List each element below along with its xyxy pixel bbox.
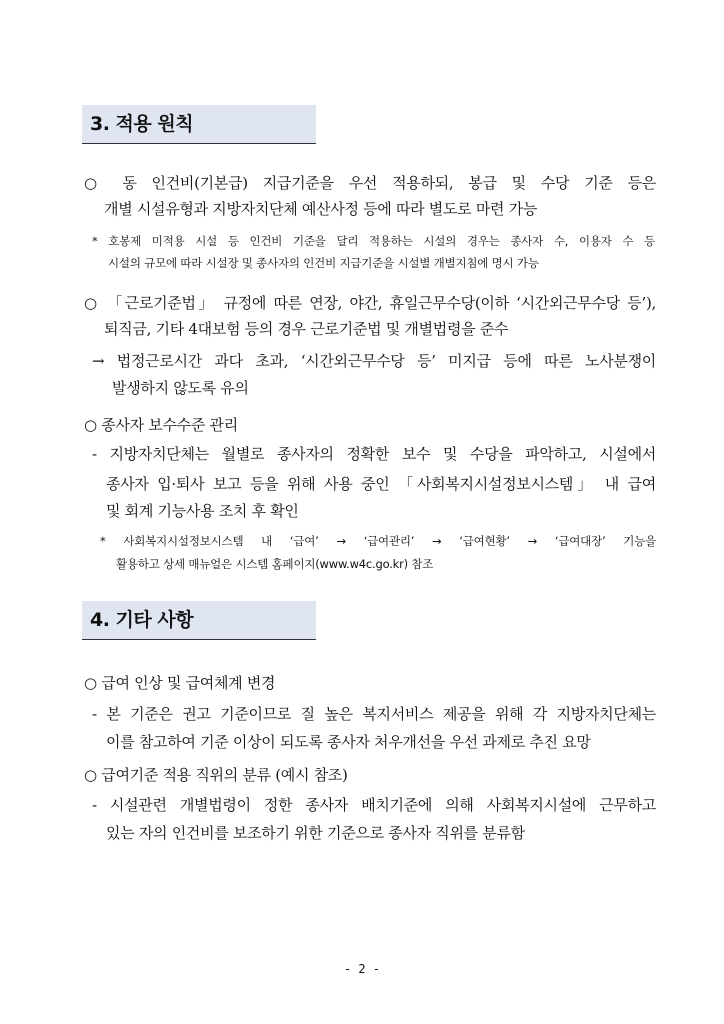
section-4-line: ○ 급여 인상 및 급여체계 변경: [84, 674, 276, 692]
section-3-line: 종사자 입·퇴사 보고 등을 위해 사용 중인 「사회복지시설정보시스템」 내 급여: [106, 475, 656, 493]
section-3-arrow-line: → 법정근로시간 과다 초과, ‘시간외근무수당 등’ 미지급 등에 따른 노사분쟁이: [92, 352, 656, 370]
section-3-line: 퇴직금, 기타 4대보험 등의 경우 근로기준법 및 개별법령을 준수: [104, 320, 509, 338]
section-3-line: 발생하지 않도록 유의: [112, 379, 249, 397]
section-3-note: 활용하고 상세 매뉴얼은 시스템 홈페이지(www.w4c.go.kr) 참조: [116, 557, 434, 571]
section-4-line: - 본 기준은 권고 기준이므로 질 높은 복지서비스 제공을 위해 각 지방자치단체는: [92, 705, 656, 723]
section-3-line: ○ 동 인건비(기본급) 지급기준을 우선 적용하되, 봉급 및 수당 기준 등은: [84, 174, 656, 192]
section-3-heading: 3. 적용 원칙: [82, 105, 316, 144]
section-3-note: * 사회복지시설정보시스템 내 ‘급여’ → ‘급여관리’ → ‘급여현황’ → ‘급여대장’ 기능을: [100, 534, 656, 548]
section-3-line: ○ 「근로기준법」 규정에 따른 연장, 야간, 휴일근무수당(이하 ‘시간외근무수당 등’),: [84, 294, 656, 312]
section-3-line: - 지방자치단체는 월별로 종사자의 정확한 보수 및 수당을 파악하고, 시설에서: [92, 445, 656, 463]
section-3-note: 시설의 규모에 따라 시설장 및 종사자의 인건비 지급기준을 시설별 개별지침에 명시 가능: [108, 256, 539, 270]
section-4-line: 있는 자의 인건비를 보조하기 위한 기준으로 종사자 직위를 분류함: [106, 824, 525, 842]
section-3-note: * 호봉제 미적용 시설 등 인건비 기준을 달리 적용하는 시설의 경우는 종사자 수, 이용자 수 등: [92, 234, 655, 248]
section-4-heading: 4. 기타 사항: [82, 601, 316, 640]
section-4-line: ○ 급여기준 적용 직위의 분류 (예시 참조): [84, 766, 348, 784]
section-3-line: 및 회계 기능사용 조치 후 확인: [106, 502, 299, 520]
section-3-line: ○ 종사자 보수수준 관리: [84, 416, 238, 434]
section-4-line: 이를 참고하여 기준 이상이 되도록 종사자 처우개선을 우선 과제로 추진 요망: [106, 733, 591, 751]
section-4-line: - 시설관련 개별법령이 정한 종사자 배치기준에 의해 사회복지시설에 근무하고: [92, 796, 656, 814]
section-3-line: 개별 시설유형과 지방자치단체 예산사정 등에 따라 별도로 마련 가능: [104, 200, 538, 218]
page-number: - 2 -: [343, 962, 381, 976]
